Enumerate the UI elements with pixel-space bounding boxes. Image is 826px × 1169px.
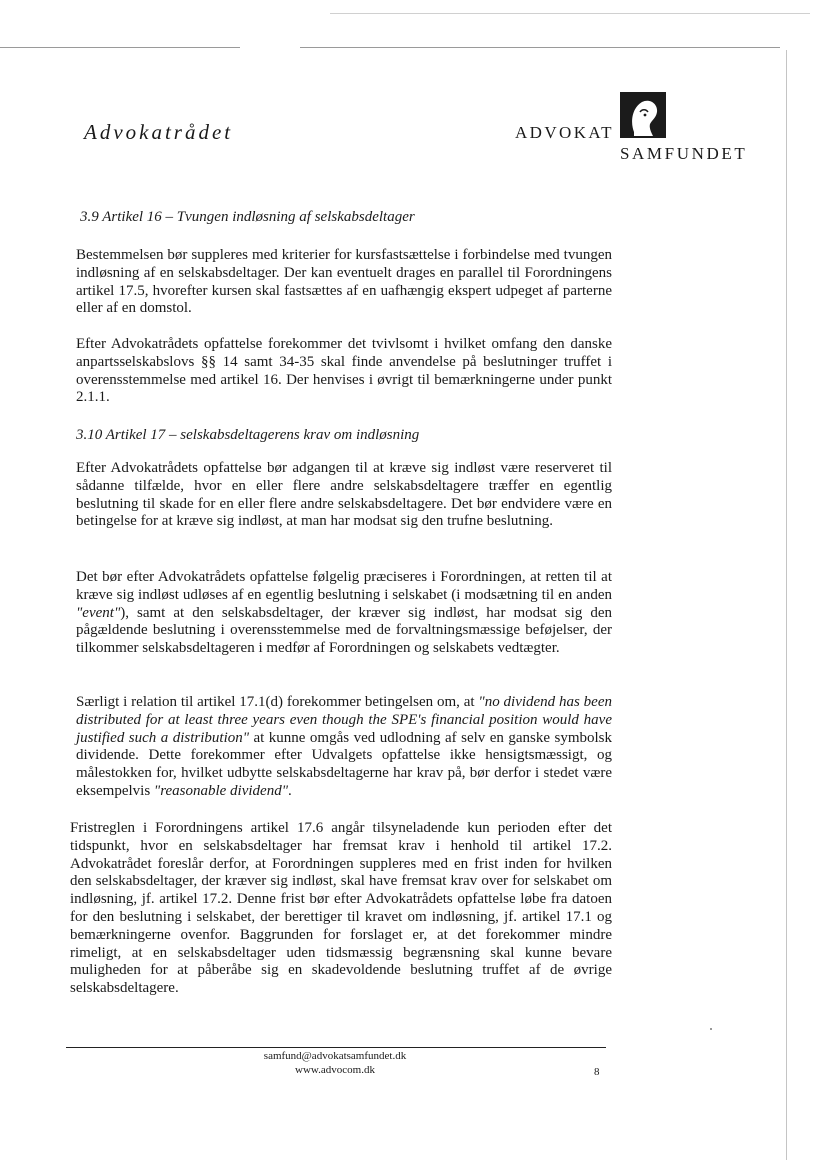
advokatsamfundet-logo-icon — [620, 92, 666, 138]
scan-mark-top-left — [0, 47, 240, 48]
paragraph-text: Fristreglen i Forordningens artikel 17.6 angår tilsyneladende kun perioden efter det tidspunkt, hvor en selskabsdeltager har fremsat krav i henhold til artikel 17.2. Advokatrådet foreslår derfor, at Forordningen suppleres med en frist inden for hvilken den selskabsdeltager, der kræver sig indløst, skal have fremsat krav over for selskabet om indløsning, jf. artikel 17.2. Denne frist bør efter Advokatrådets opfattelse løbe fra datoen for den beslutning i selskabet, der berettiger til kravet om indløsning, jf. artikel 17.1 og bemærkningerne ovenfor. Baggrunden for forslaget er, at det forekommer mindre rimeligt, at en selskabsdeltager uden tidsmæssig begrænsning skal kunne bevare muligheden for at påberåbe sig en skadevoldende beslutning truffet af de øvrige selskabsdeltagere. — [70, 820, 612, 997]
footer-website: www.advocom.dk — [295, 1064, 375, 1076]
paragraph-text: . — [288, 782, 292, 799]
footer-divider — [66, 1047, 606, 1048]
paragraph-text: Bestemmelsen bør suppleres med kriterier for kursfastsættelse i forbindelse med tvungen indløsning af en selskabsdeltager. Der kan eventuelt drages en parallel til Forordningens artikel 17.5, hvorefter kursen skal fastsættes af en uafhængig ekspert udpeget af parterne eller af en domstol. — [76, 247, 612, 317]
scan-speck — [710, 1028, 712, 1030]
quoted-term: "event" — [76, 604, 121, 621]
paragraph — [76, 247, 612, 318]
paragraph-text: Det bør efter Advokatrådets opfattelse følgelig præciseres i Forordningen, at retten til at kræve sig indløst udløses af en egentlig beslutning i selskabet (i modsætning til en anden — [76, 569, 612, 603]
page-number: 8 — [594, 1066, 600, 1078]
paragraph-text: ), samt at den selskabsdeltager, der kræver sig indløst, har modsat sig den pågældende beslutning i overensstemmelse med de forvaltningsmæssige beføjelser, der tilkommer selskabsdeltageren i medfør af Forordningen og selskabets vedtægter. — [76, 604, 612, 657]
paragraph — [76, 569, 612, 658]
paragraph-text: at kunne omgås ved udlodning af selv en ganske symbolsk dividende. Dette forekommer efter Udvalgets opfattelse ikke hensigtsmæssigt, og målestokken for, hvilket udbytte selskabsdeltagerne har krav på, bør derfor i stedet være eksempelvis — [76, 729, 612, 799]
header-title: Advokatrådet — [84, 120, 234, 144]
paragraph — [76, 460, 612, 531]
scan-mark-top-right — [300, 47, 780, 48]
quoted-term: "no dividend has been distributed for at least three years even though the SPE's financial position would have justified such a distribution" — [76, 694, 612, 746]
section-heading: 3.10 Artikel 17 – selskabsdeltagerens krav om indløsning — [76, 427, 420, 443]
logo-word-samfundet: SAMFUNDET — [620, 144, 748, 163]
footer-email: samfund@advokatsamfundet.dk — [263, 1050, 407, 1062]
paragraph — [76, 336, 612, 407]
paragraph-text: Særligt i relation til artikel 17.1(d) forekommer betingelsen om, at — [76, 694, 479, 710]
paragraph — [76, 694, 612, 801]
scan-edge-right — [786, 50, 787, 1160]
paragraph — [70, 820, 612, 998]
scan-mark-top-faint — [330, 13, 810, 14]
quoted-term: "reasonable dividend" — [153, 782, 289, 799]
section-heading: 3.9 Artikel 16 – Tvungen indløsning af selskabsdeltager — [80, 209, 415, 225]
logo-word-advokat: ADVOKAT — [515, 123, 614, 142]
paragraph-text: Efter Advokatrådets opfattelse bør adgangen til at kræve sig indløst være reserveret til sådanne tilfælde, hvor en eller flere andre selskabsdeltagere træffer en egentlig beslutning til skade for en eller flere andre selskabsdeltagere. Det bør endvidere være en betingelse for at kræve sig indløst, at man har modsat sig den trufne beslutning. — [76, 460, 612, 530]
paragraph-text: Efter Advokatrådets opfattelse forekommer det tvivlsomt i hvilket omfang den danske anpartsselskabslovs §§ 14 samt 34-35 skal finde anvendelse på beslutninger truffet i overensstemmelse med artikel 16. Der henvises i øvrigt til bemærkningerne under punkt 2.1.1. — [76, 336, 612, 406]
